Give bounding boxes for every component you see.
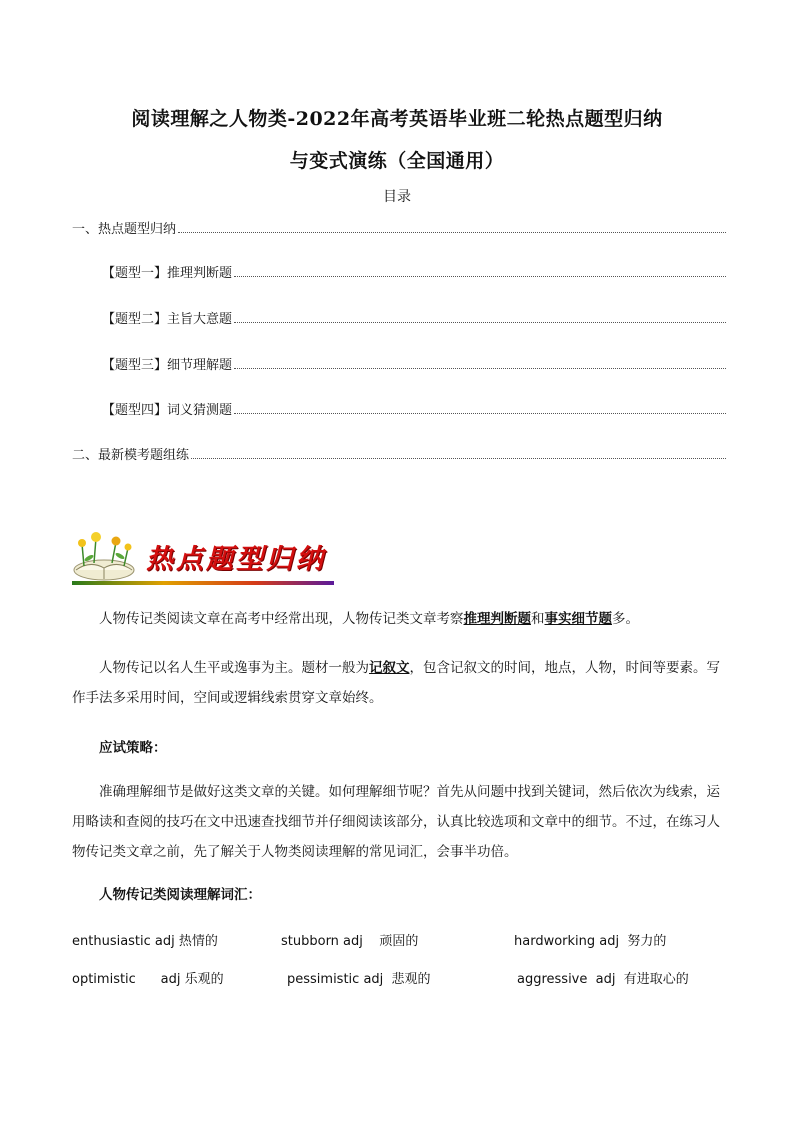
strategy-paragraph: 准确理解细节是做好这类文章的关键。如何理解细节呢？首先从问题中找到关键词，然后依次为线索，运用略读和查阅的技巧在文中迅速查找细节并仔细阅读该部分，认真比较选项和文章中的细节。不过，在练习人物传记类文章之前，先了解关于人物类阅读理解的常见词汇，会事半功倍。 (72, 784, 720, 860)
intro-text: 人物传记类阅读文章在高考中经常出现，人物传记类文章考察 (99, 611, 464, 627)
toc-entry-label: 【题型一】推理判断题 (102, 266, 233, 281)
strategy-heading: 应试策略： (99, 740, 167, 756)
toc-leader-dots (178, 232, 726, 233)
emphasis-detail: 事实细节题 (544, 611, 612, 627)
toc-entry[interactable] (72, 443, 726, 463)
toc-entry[interactable] (102, 398, 726, 418)
intro-paragraph (72, 604, 732, 634)
vocab-item: optimistic adj 乐观的 (72, 972, 224, 987)
genre-text-end: ，包含记叙文的时间，地点，人物，时间等要素。写作手法多采用时间，空间或逻辑线索贯穿文章始终。 (72, 660, 720, 706)
toc-leader-dots (234, 368, 726, 369)
intro-text-joiner: 和 (531, 611, 545, 627)
toc-leader-dots (234, 413, 726, 414)
vocab-heading: 人物传记类阅读理解词汇： (99, 887, 261, 903)
toc-entry-label: 【题型三】细节理解题 (102, 358, 233, 373)
vocab-item: enthusiastic adj 热情的 (72, 934, 218, 949)
toc-leader-dots (191, 458, 726, 459)
toc-entry-label: 【题型二】主旨大意题 (102, 312, 233, 327)
gradient-underline (72, 581, 334, 585)
genre-text: 人物传记以名人生平或逸事为主。题材一般为 (99, 660, 369, 676)
vocab-item: stubborn adj 顽固的 (281, 934, 419, 949)
toc-entry[interactable] (102, 307, 726, 327)
toc-entry-label: 一、热点题型归纳 (72, 222, 177, 237)
toc-entry-label: 二、最新模考题组练 (72, 448, 190, 463)
emphasis-inference: 推理判断题 (463, 611, 531, 627)
toc-leader-dots (234, 322, 726, 323)
vocab-item: pessimistic adj 悲观的 (287, 972, 431, 987)
document-title-line-2: 与变式演练（全国通用） (289, 150, 505, 172)
vocab-item: aggressive adj 有进取心的 (517, 972, 689, 987)
book-flower-icon (74, 532, 134, 580)
toc-entry[interactable] (72, 217, 726, 237)
emphasis-narrative: 记叙文 (369, 660, 410, 676)
vocab-item: hardworking adj 努力的 (514, 934, 667, 949)
toc-entry[interactable] (102, 353, 726, 373)
section-banner-title: 热点题型归纳 (146, 544, 326, 575)
toc-leader-dots (234, 276, 726, 277)
document-title-line-1: 阅读理解之人物类-2022年高考英语毕业班二轮热点题型归纳 (131, 108, 663, 130)
toc-entry[interactable] (102, 261, 726, 281)
intro-text-end: 多。 (612, 611, 639, 627)
genre-paragraph (72, 653, 732, 713)
toc-entry-label: 【题型四】词义猜测题 (102, 403, 233, 418)
toc-heading: 目录 (383, 189, 411, 205)
